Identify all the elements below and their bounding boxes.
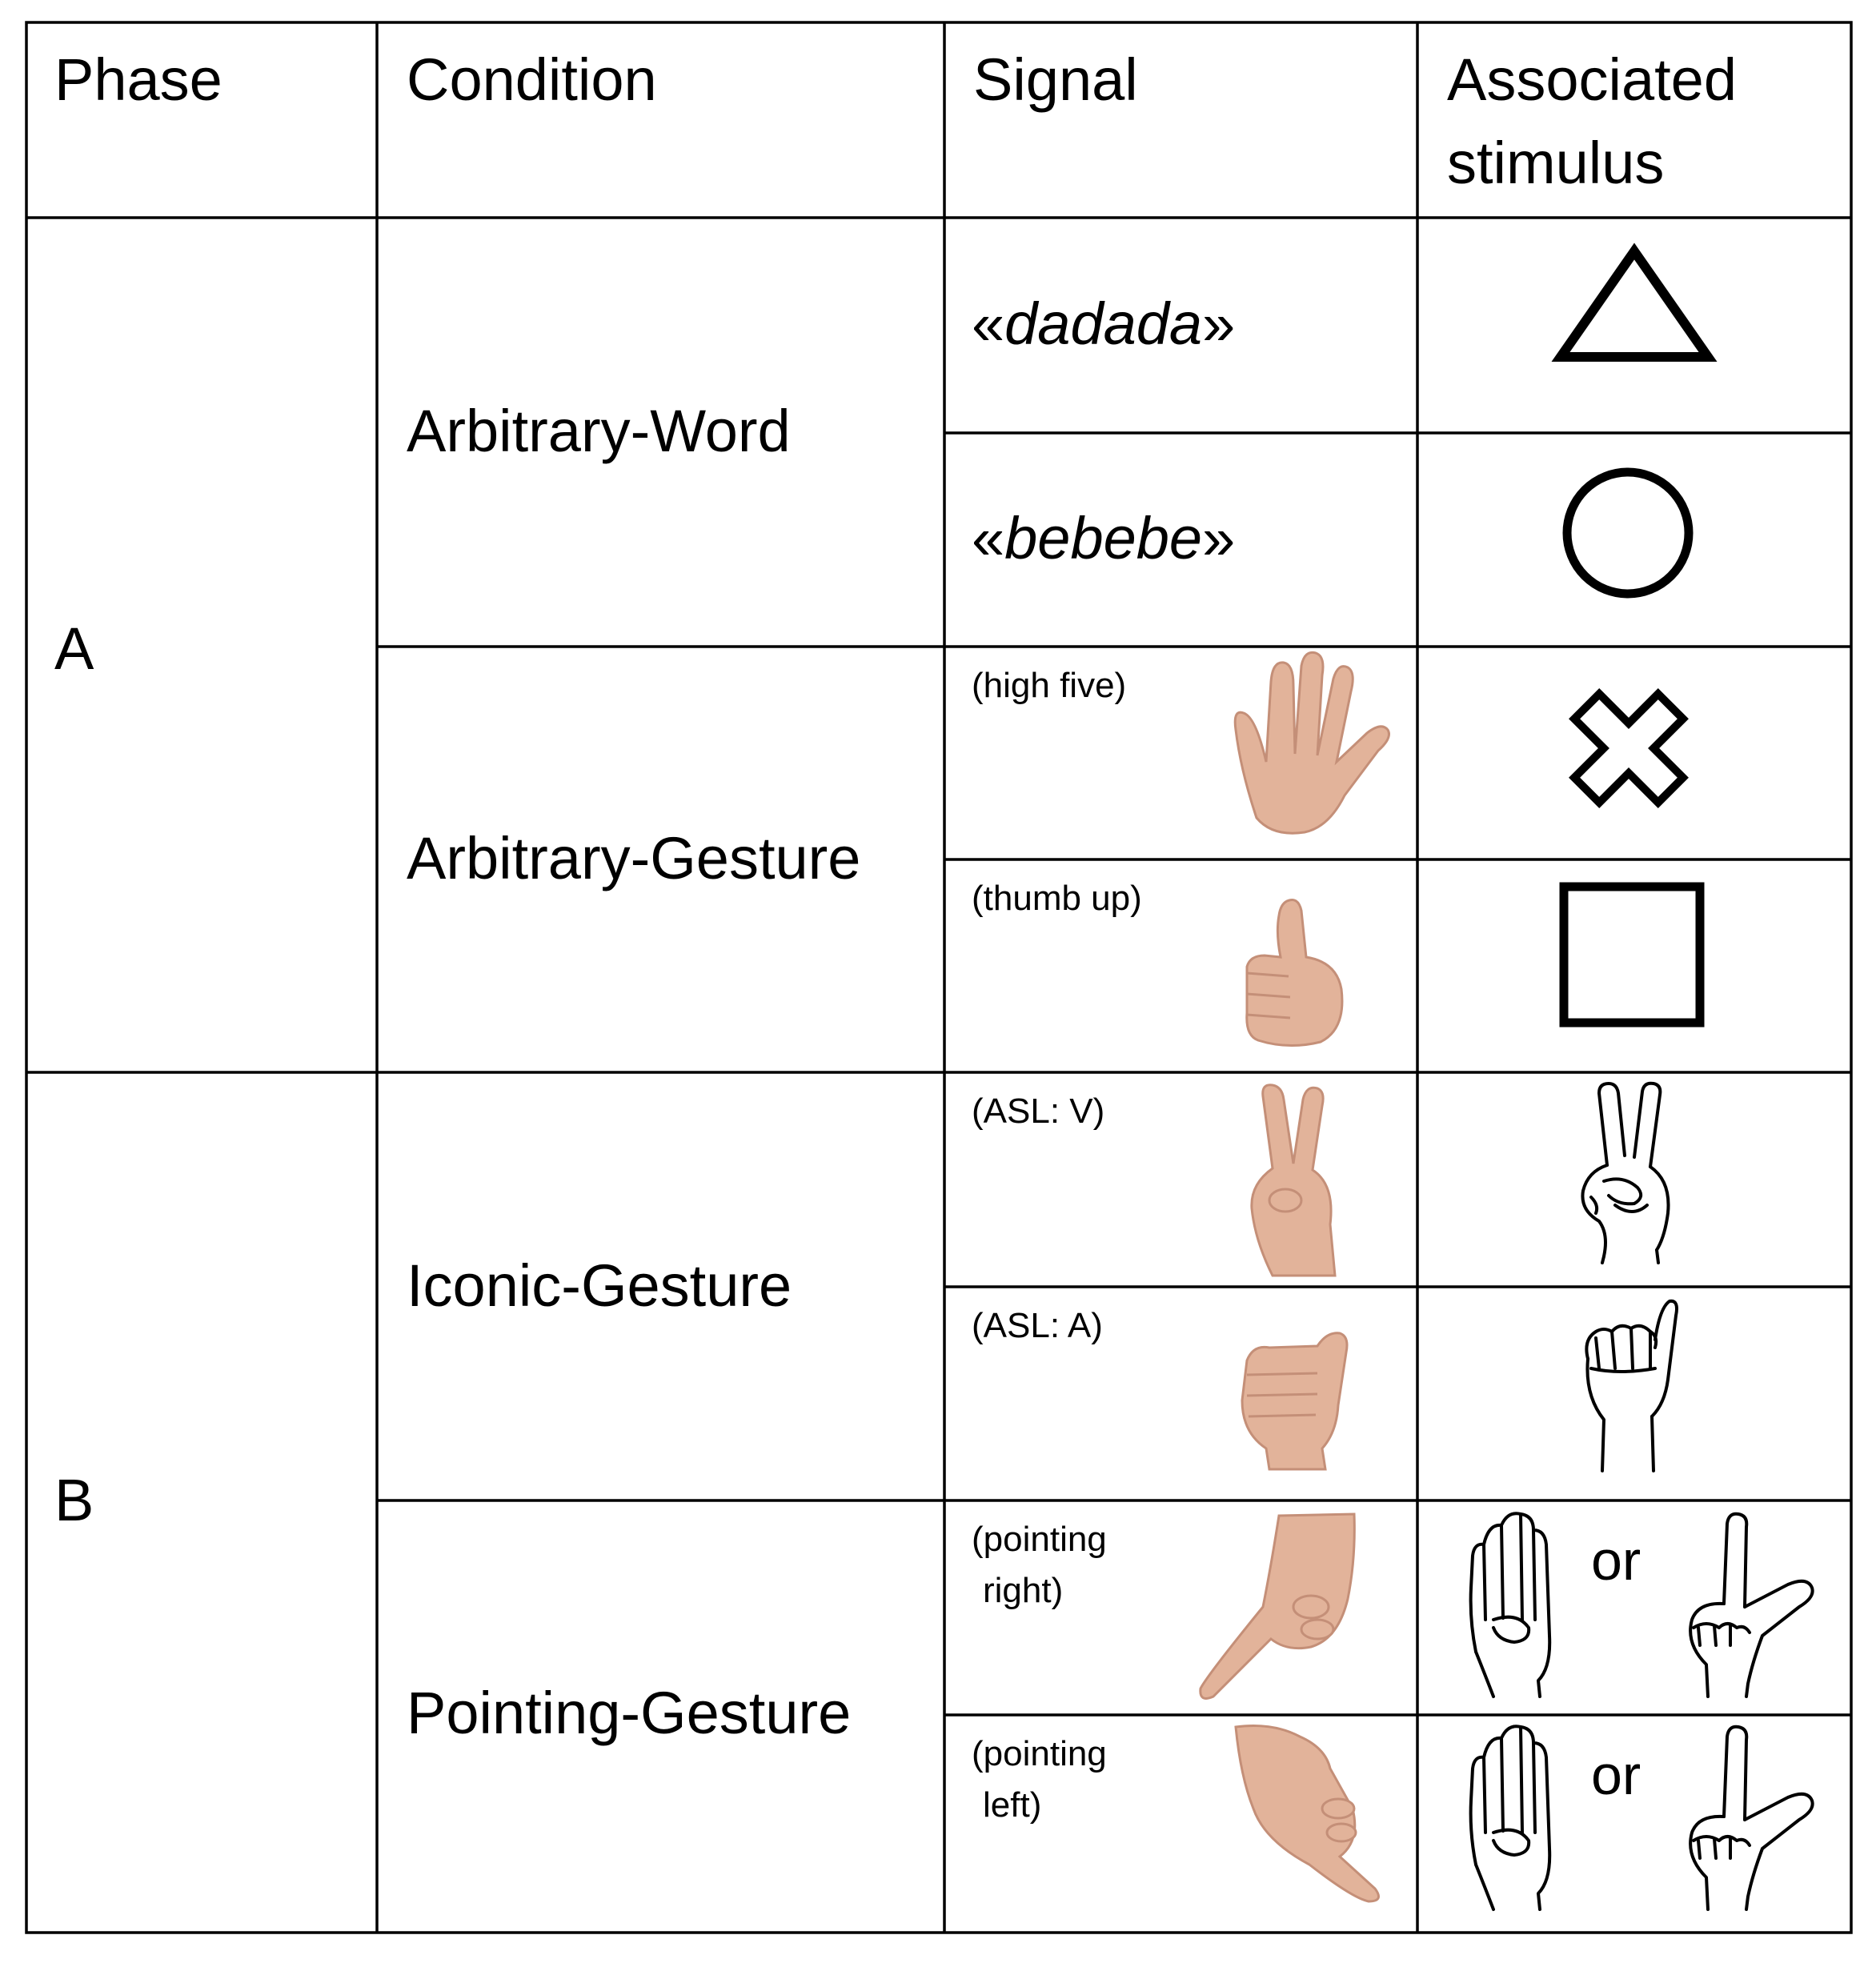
phase-a-label: A bbox=[54, 615, 94, 682]
signal-bebebe bbox=[972, 504, 1235, 572]
signal-pointing-left-label-2: left) bbox=[983, 1785, 1042, 1825]
signal-asl-v-label: (ASL: V) bbox=[972, 1092, 1105, 1131]
condition-arbitrary-word: Arbitrary-Word bbox=[407, 398, 791, 464]
or-text-2: or bbox=[1591, 1744, 1642, 1806]
signal-dadada bbox=[972, 290, 1235, 358]
header-signal: Signal bbox=[973, 46, 1138, 113]
l-hand-drawing-1 bbox=[1674, 1508, 1818, 1700]
quote-open: « bbox=[972, 290, 1005, 357]
header-stimulus-line1: Associated bbox=[1447, 46, 1737, 113]
l-hand-drawing-2 bbox=[1674, 1721, 1818, 1913]
quote-close: » bbox=[1202, 505, 1236, 571]
asl-a-hand-drawing bbox=[1572, 1292, 1692, 1484]
header-condition: Condition bbox=[407, 46, 657, 113]
phase-b-label: B bbox=[54, 1467, 94, 1533]
circle-stimulus bbox=[1556, 461, 1700, 605]
signal-thumb-up-label: (thumb up) bbox=[972, 879, 1142, 918]
quote-close: » bbox=[1202, 290, 1236, 357]
thumb-up-hand-photo bbox=[1241, 893, 1353, 1053]
square-stimulus bbox=[1557, 880, 1706, 1029]
signal-pointing-right-label-1: (pointing bbox=[972, 1520, 1107, 1559]
high-five-hand-photo bbox=[1225, 650, 1401, 842]
asl-v-hand-photo bbox=[1241, 1080, 1353, 1280]
condition-arbitrary-gesture: Arbitrary-Gesture bbox=[407, 825, 861, 891]
or-text-1: or bbox=[1591, 1529, 1642, 1592]
pointing-right-hand-photo bbox=[1191, 1511, 1359, 1703]
signal-asl-a-label: (ASL: A) bbox=[972, 1306, 1103, 1345]
header-phase: Phase bbox=[54, 46, 222, 113]
pointing-left-hand-photo bbox=[1233, 1721, 1385, 1905]
flat-hand-drawing-2 bbox=[1461, 1721, 1565, 1913]
asl-v-hand-drawing bbox=[1567, 1077, 1687, 1269]
word-bebebe: bebebe bbox=[1004, 505, 1203, 571]
signal-high-five-label: (high five) bbox=[972, 666, 1127, 705]
header-stimulus-line2: stimulus bbox=[1447, 130, 1665, 196]
condition-pointing-gesture: Pointing-Gesture bbox=[407, 1680, 852, 1746]
asl-a-hand-photo bbox=[1237, 1328, 1357, 1472]
signal-pointing-right-label-2: right) bbox=[983, 1571, 1064, 1610]
triangle-stimulus bbox=[1546, 240, 1722, 376]
signal-pointing-left-label-1: (pointing bbox=[972, 1734, 1107, 1773]
quote-open: « bbox=[972, 505, 1005, 571]
condition-iconic-gesture: Iconic-Gesture bbox=[407, 1252, 792, 1319]
word-dadada: dadada bbox=[1004, 290, 1203, 357]
flat-hand-drawing-1 bbox=[1461, 1508, 1565, 1700]
cross-stimulus bbox=[1561, 680, 1697, 816]
